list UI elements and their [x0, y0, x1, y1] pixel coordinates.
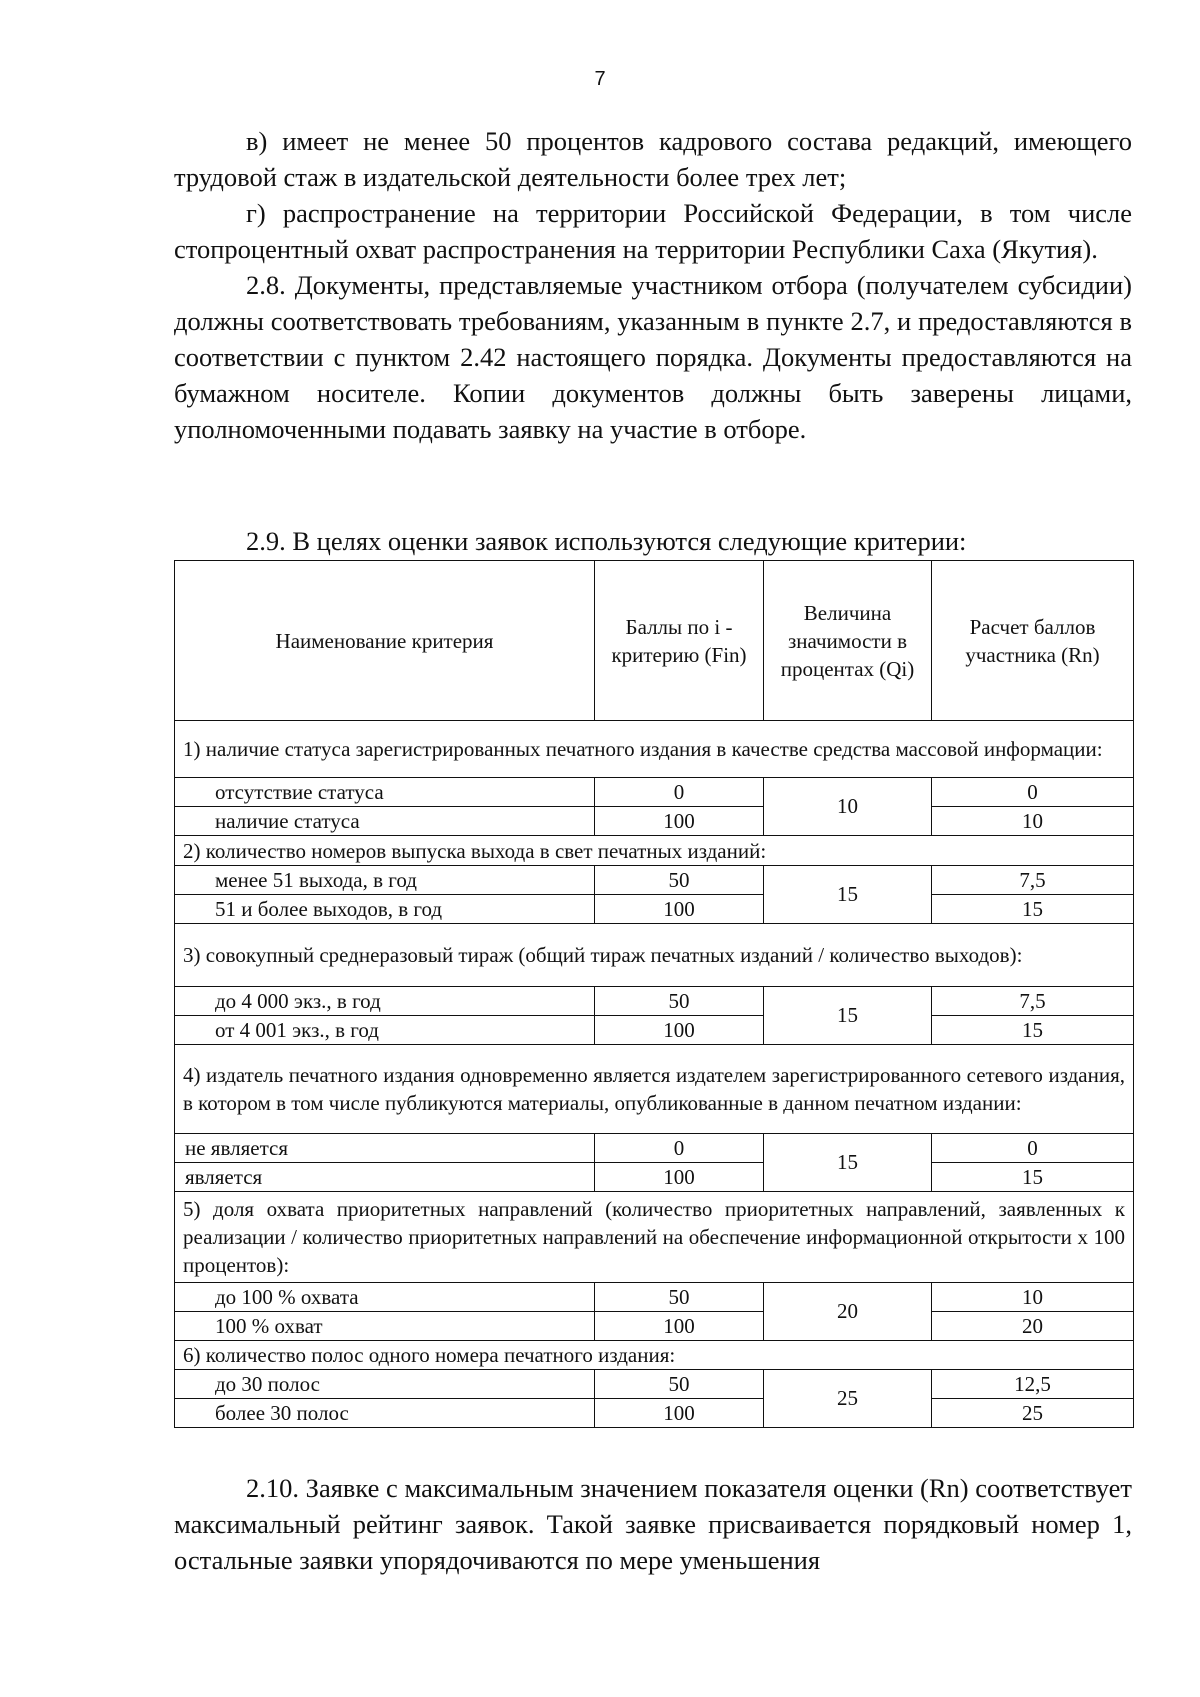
section-weight: 15: [764, 987, 932, 1045]
option-row: [175, 1016, 1134, 1045]
option-result: 20: [932, 1312, 1134, 1341]
section-title: 1) наличие статуса зарегистрированных печатного издания в качестве средства массовой информации:: [175, 721, 1134, 778]
option-label: до 30 полос: [175, 1370, 595, 1399]
section-row: [175, 1045, 1134, 1134]
option-result: 25: [932, 1399, 1134, 1428]
option-row: [175, 778, 1134, 807]
option-label: менее 51 выхода, в год: [175, 866, 595, 895]
option-points: 100: [595, 807, 764, 836]
option-row: [175, 895, 1134, 924]
option-label: более 30 полос: [175, 1399, 595, 1428]
option-label: является: [175, 1163, 595, 1192]
option-points: 0: [595, 778, 764, 807]
option-label: 51 и более выходов, в год: [175, 895, 595, 924]
section-row: [175, 721, 1134, 778]
option-row: [175, 987, 1134, 1016]
header-points: Баллы по i - критерию (Fin): [595, 561, 764, 721]
section-row: [175, 836, 1134, 866]
option-points: 50: [595, 1370, 764, 1399]
intro-text: [174, 123, 1132, 447]
option-result: 7,5: [932, 866, 1134, 895]
option-points: 100: [595, 1163, 764, 1192]
option-points: 50: [595, 866, 764, 895]
option-row: [175, 866, 1134, 895]
option-label: от 4 001 экз., в год: [175, 1016, 595, 1045]
header-criterion-name: Наименование критерия: [175, 561, 595, 721]
option-points: 100: [595, 1016, 764, 1045]
option-result: 0: [932, 778, 1134, 807]
paragraph-2-8: 2.8. Документы, представляемые участником отбора (получателем субсидии) должны соответствовать требованиям, указанным в пункте 2.7, и предоставляются в соответствии с пунктом 2.42 настоящего порядка. Документы предоставляются на бумажном носителе. Копии документов должны быть заверены лицами, уполномоченными подавать заявку на участие в отборе.: [174, 270, 1132, 444]
paragraph-2-9: 2.9. В целях оценки заявок используются следующие критерии:: [246, 526, 967, 556]
outro-text: [174, 1470, 1132, 1578]
section-title: 3) совокупный среднеразовый тираж (общий тираж печатных изданий / количество выходов):: [175, 924, 1134, 987]
option-row: [175, 1134, 1134, 1163]
section-row: [175, 1192, 1134, 1283]
option-points: 100: [595, 1312, 764, 1341]
section-weight: 25: [764, 1370, 932, 1428]
option-points: 50: [595, 1283, 764, 1312]
option-result: 10: [932, 1283, 1134, 1312]
section-weight: 15: [764, 1134, 932, 1192]
criteria-table: [174, 560, 1134, 1428]
option-label: не является: [175, 1134, 595, 1163]
option-points: 50: [595, 987, 764, 1016]
paragraph-2-10: 2.10. Заявке с максимальным значением показателя оценки (Rn) соответствует максимальный рейтинг заявок. Такой заявке присваивается порядковый номер 1, остальные заявки упорядочиваются по мере уменьшения: [174, 1473, 1132, 1575]
option-result: 15: [932, 895, 1134, 924]
option-result: 12,5: [932, 1370, 1134, 1399]
section-title: 2) количество номеров выпуска выхода в свет печатных изданий:: [175, 836, 1134, 866]
page-number: 7: [594, 68, 606, 90]
option-result: 15: [932, 1016, 1134, 1045]
header-weight: Величина значимости в процентах (Qi): [764, 561, 932, 721]
section-title: 4) издатель печатного издания одновременно является издателем зарегистрированного сетевого издания, в котором в том числе публикуются материалы, опубликованные в данном печатном издании:: [175, 1045, 1134, 1134]
section-row: [175, 1341, 1134, 1370]
option-row: [175, 1163, 1134, 1192]
paragraph-v: в) имеет не менее 50 процентов кадрового состава редакций, имеющего трудовой стаж в издательской деятельности более трех лет;: [174, 126, 1132, 192]
option-result: 7,5: [932, 987, 1134, 1016]
option-row: [175, 1399, 1134, 1428]
section-title: 6) количество полос одного номера печатного издания:: [175, 1341, 1134, 1370]
option-result: 10: [932, 807, 1134, 836]
option-row: [175, 1370, 1134, 1399]
option-row: [175, 1312, 1134, 1341]
section-weight: 10: [764, 778, 932, 836]
section-weight: 20: [764, 1283, 932, 1341]
option-label: до 100 % охвата: [175, 1283, 595, 1312]
option-points: 0: [595, 1134, 764, 1163]
section-title: 5) доля охвата приоритетных направлений (количество приоритетных направлений, заявленных к реализации / количество приоритетных направлений на обеспечение информационной открытости х 100 процентов):: [175, 1192, 1134, 1283]
option-points: 100: [595, 1399, 764, 1428]
option-label: 100 % охват: [175, 1312, 595, 1341]
option-label: до 4 000 экз., в год: [175, 987, 595, 1016]
option-result: 0: [932, 1134, 1134, 1163]
option-label: наличие статуса: [175, 807, 595, 836]
table-header-row: [175, 561, 1134, 721]
paragraph-g: г) распространение на территории Российской Федерации, в том числе стопроцентный охват распространения на территории Республики Саха (Якутия).: [174, 198, 1132, 264]
option-row: [175, 1283, 1134, 1312]
option-label: отсутствие статуса: [175, 778, 595, 807]
option-points: 100: [595, 895, 764, 924]
option-result: 15: [932, 1163, 1134, 1192]
option-row: [175, 807, 1134, 836]
section-weight: 15: [764, 866, 932, 924]
header-result: Расчет баллов участника (Rn): [932, 561, 1134, 721]
section-row: [175, 924, 1134, 987]
